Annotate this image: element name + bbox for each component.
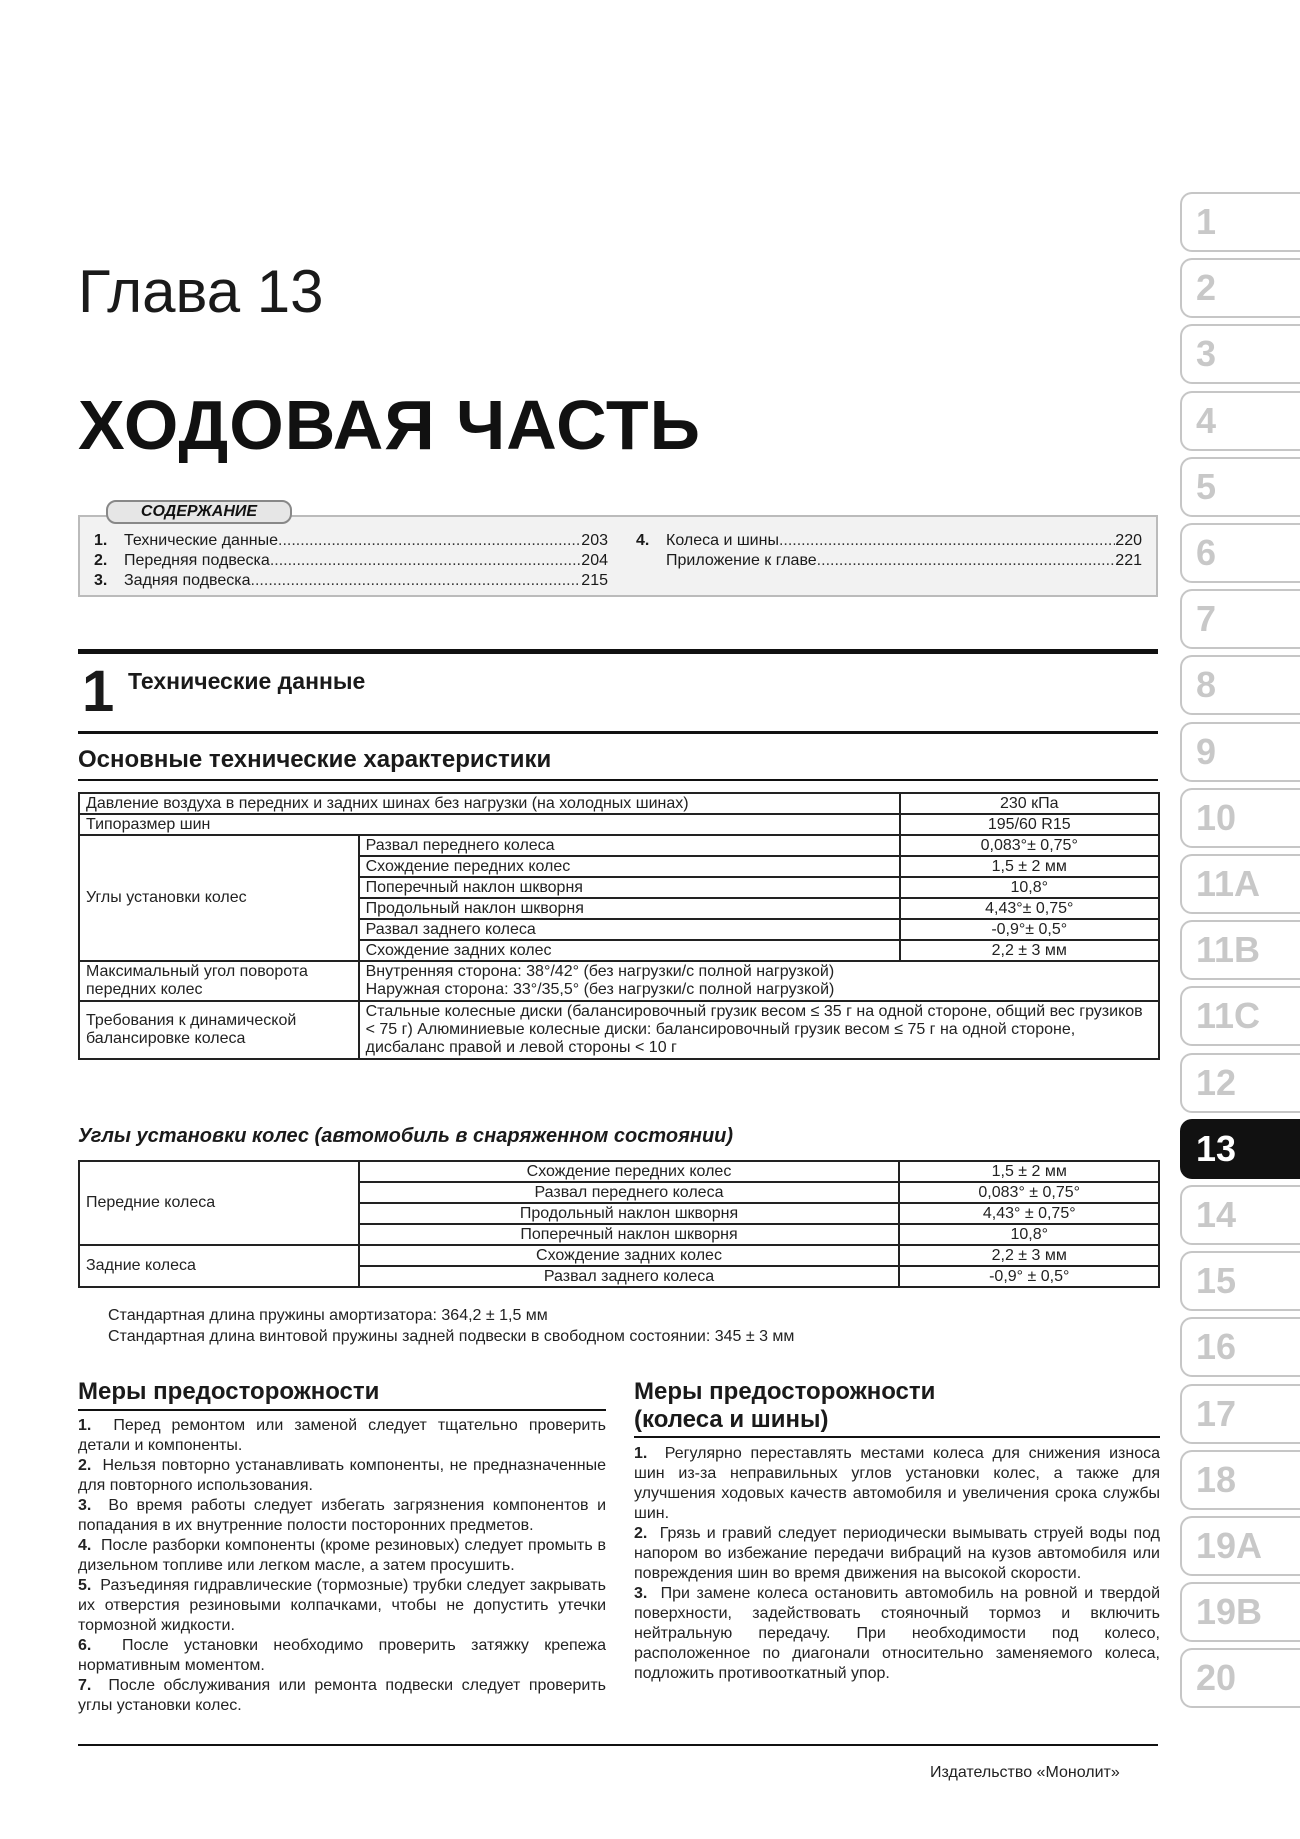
specs-heading-rule xyxy=(78,779,1158,781)
chapter-tab-10[interactable]: 10 xyxy=(1180,788,1300,848)
contents-item[interactable]: 4. Колеса и шины ..... 220 xyxy=(636,531,1142,551)
chapter-tab-3[interactable]: 3 xyxy=(1180,324,1300,384)
chapter-tab-17[interactable]: 17 xyxy=(1180,1384,1300,1444)
table-row: Развал переднего колеса 0,083° ± 0,75° xyxy=(79,1182,1159,1203)
section-number: 1 xyxy=(82,659,115,724)
table-row xyxy=(79,961,1159,1001)
chapter-tab-12[interactable]: 12 xyxy=(1180,1053,1300,1113)
section-rule xyxy=(78,649,1158,654)
table-row: Схождение задних колес 2,2 ± 3 мм xyxy=(79,940,1159,961)
alignment-heading: Углы установки колес (автомобиль в снаряженном состоянии) xyxy=(78,1125,734,1147)
chapter-tab-14[interactable]: 14 xyxy=(1180,1185,1300,1245)
chapter-tab-16[interactable]: 16 xyxy=(1180,1317,1300,1377)
table-row: Развал заднего колеса -0,9° ± 0,5° xyxy=(79,1266,1159,1287)
contents-item[interactable]: 2. Передняя подвеска ..... 204 xyxy=(94,551,608,571)
chapter-tab-11c[interactable]: 11C xyxy=(1180,986,1300,1046)
chapter-tab-5[interactable]: 5 xyxy=(1180,457,1300,517)
table-row: Поперечный наклон шкворня 10,8° xyxy=(79,877,1159,898)
table-row xyxy=(79,1001,1159,1059)
rear-wheels-label: Задние колеса xyxy=(79,1245,359,1287)
precautions-list xyxy=(78,1416,606,1716)
steer-value: Внутренняя сторона: 38°/42° (без нагрузки/с полной нагрузкой) Наружная сторона: 33°/35,5° (без нагрузки/с полной нагрузкой) xyxy=(359,961,1159,1001)
tire-value: 195/60 R15 xyxy=(900,814,1160,835)
contents-heading: СОДЕРЖАНИЕ xyxy=(106,500,292,524)
wheel-precautions-heading-rule xyxy=(634,1436,1160,1438)
list-item: 1. Перед ремонтом или заменой следует тщательно проверить детали и компоненты. xyxy=(78,1417,606,1454)
chapter-tab-1[interactable]: 1 xyxy=(1180,192,1300,252)
chapter-tab-2[interactable]: 2 xyxy=(1180,258,1300,318)
balance-value: Стальные колесные диски (балансировочный грузик весом ≤ 35 г на одной стороне, общий вес грузиков < 75 г) Алюминиевые колесные диски: балансировочный грузик весом ≤ 75 г на одной стороне, дисбаланс правой и левой стороны < 10 г xyxy=(359,1001,1159,1059)
chapter-tab-6[interactable]: 6 xyxy=(1180,523,1300,583)
chapter-tab-8[interactable]: 8 xyxy=(1180,655,1300,715)
chapter-tab-13[interactable]: 13 xyxy=(1180,1119,1300,1179)
chapter-tab-4[interactable]: 4 xyxy=(1180,391,1300,451)
chapter-label: Глава 13 xyxy=(78,258,324,325)
precautions-heading: Меры предосторожности xyxy=(78,1378,380,1405)
list-item: 1. Регулярно переставлять местами колеса для снижения износа шин из-за неправильных углов установки колес, а также для улучшения ходовых качеств автомобиля и увеличения срока службы шин. xyxy=(634,1445,1161,1522)
chapter-tab-11a[interactable]: 11A xyxy=(1180,854,1300,914)
specs-table xyxy=(78,792,1160,1060)
list-item: 5. Разъединяя гидравлические (тормозные) трубки следует закрывать их отверстия резиновыми колпачками, чтобы не допустить утечки тормозной жидкости. xyxy=(78,1577,606,1634)
chapter-tab-20[interactable]: 20 xyxy=(1180,1648,1300,1708)
list-item: 6. После установки необходимо проверить затяжку крепежа нормативным моментом. xyxy=(78,1637,606,1674)
rear-spring-note: Стандартная длина винтовой пружины задней подвески в свободном состоянии: 345 ± 3 мм xyxy=(108,1328,795,1345)
table-row xyxy=(79,793,1159,814)
precautions-heading-rule xyxy=(78,1409,606,1411)
pressure-value: 230 кПа xyxy=(900,793,1160,814)
table-row: Схождение передних колес 1,5 ± 2 мм xyxy=(79,856,1159,877)
footer-rule xyxy=(78,1744,1158,1746)
contents-box xyxy=(78,515,1158,597)
chapter-tab-11b[interactable]: 11B xyxy=(1180,920,1300,980)
list-item: 2. Нельзя повторно устанавливать компоненты, не предназначенные для повторного использования. xyxy=(78,1457,606,1494)
table-row: Поперечный наклон шкворня 10,8° xyxy=(79,1224,1159,1245)
list-item: 3. Во время работы следует избегать загрязнения компонентов и попадания в их внутренние полости посторонних предметов. xyxy=(78,1497,607,1534)
section-rule-bottom xyxy=(78,731,1158,734)
steer-label: Максимальный угол поворота передних колес xyxy=(79,961,359,1001)
wheel-precautions-heading: Меры предосторожности (колеса и шины) xyxy=(634,1378,936,1433)
chapter-tab-7[interactable]: 7 xyxy=(1180,589,1300,649)
wheel-precautions-list xyxy=(634,1444,1160,1684)
chapter-tab-19a[interactable]: 19A xyxy=(1180,1516,1300,1576)
table-row: Развал заднего колеса -0,9°± 0,5° xyxy=(79,919,1159,940)
table-row: Продольный наклон шкворня 4,43° ± 0,75° xyxy=(79,1203,1159,1224)
chapter-tab-19b[interactable]: 19B xyxy=(1180,1582,1300,1642)
front-wheels-label: Передние колеса xyxy=(79,1161,359,1245)
contents-item[interactable]: 3. Задняя подвеска ..... 215 xyxy=(94,571,608,591)
table-row: Углы установки колес Развал переднего колеса 0,083°± 0,75° xyxy=(79,835,1159,856)
specs-heading: Основные технические характеристики xyxy=(78,746,552,773)
table-row xyxy=(79,814,1159,835)
list-item: 3. При замене колеса остановить автомобиль на ровной и твердой поверхности, задействовать стояночный тормоз и включить нейтральную передачу. При необходимости под колесо, расположенное по диагонали относительно заменяемого колеса, подложить противооткатный упор. xyxy=(634,1585,1161,1682)
chapter-tab-18[interactable]: 18 xyxy=(1180,1450,1300,1510)
list-item: 4. После разборки компоненты (кроме резиновых) следует промыть в дизельном топливе или легком масле, а затем просушить. xyxy=(78,1537,607,1574)
list-item: 7. После обслуживания или ремонта подвески следует проверить углы установки колес. xyxy=(78,1677,607,1714)
contents-item[interactable]: Приложение к главе ..... 221 xyxy=(636,551,1142,571)
chapter-tab-9[interactable]: 9 xyxy=(1180,722,1300,782)
table-row: Продольный наклон шкворня 4,43°± 0,75° xyxy=(79,898,1159,919)
list-item: 2. Грязь и гравий следует периодически вымывать струей воды под напором во избежание передачи вибраций на кузов автомобиля или повреждения шин во время движения на высокой скорости. xyxy=(634,1525,1161,1582)
pressure-label: Давление воздуха в передних и задних шинах без нагрузки (на холодных шинах) xyxy=(79,793,900,814)
balance-label: Требования к динамической балансировке колеса xyxy=(79,1001,359,1059)
publisher-footer: Издательство «Монолит» xyxy=(930,1764,1120,1781)
chapter-tab-15[interactable]: 15 xyxy=(1180,1251,1300,1311)
section-title: Технические данные xyxy=(128,668,366,694)
table-row: Задние колеса Схождение задних колес 2,2 ± 3 мм xyxy=(79,1245,1159,1266)
contents-right-column xyxy=(636,531,1142,571)
spring-length-note: Стандартная длина пружины амортизатора: 364,2 ± 1,5 мм xyxy=(108,1307,548,1324)
contents-left-column xyxy=(94,531,608,591)
chapter-title: ХОДОВАЯ ЧАСТЬ xyxy=(78,386,701,464)
alignment-table xyxy=(78,1160,1160,1288)
table-row: Передние колеса Схождение передних колес 1,5 ± 2 мм xyxy=(79,1161,1159,1182)
tire-label: Типоразмер шин xyxy=(79,814,900,835)
contents-item[interactable]: 1. Технические данные ..... 203 xyxy=(94,531,608,551)
angles-label: Углы установки колес xyxy=(79,835,359,961)
